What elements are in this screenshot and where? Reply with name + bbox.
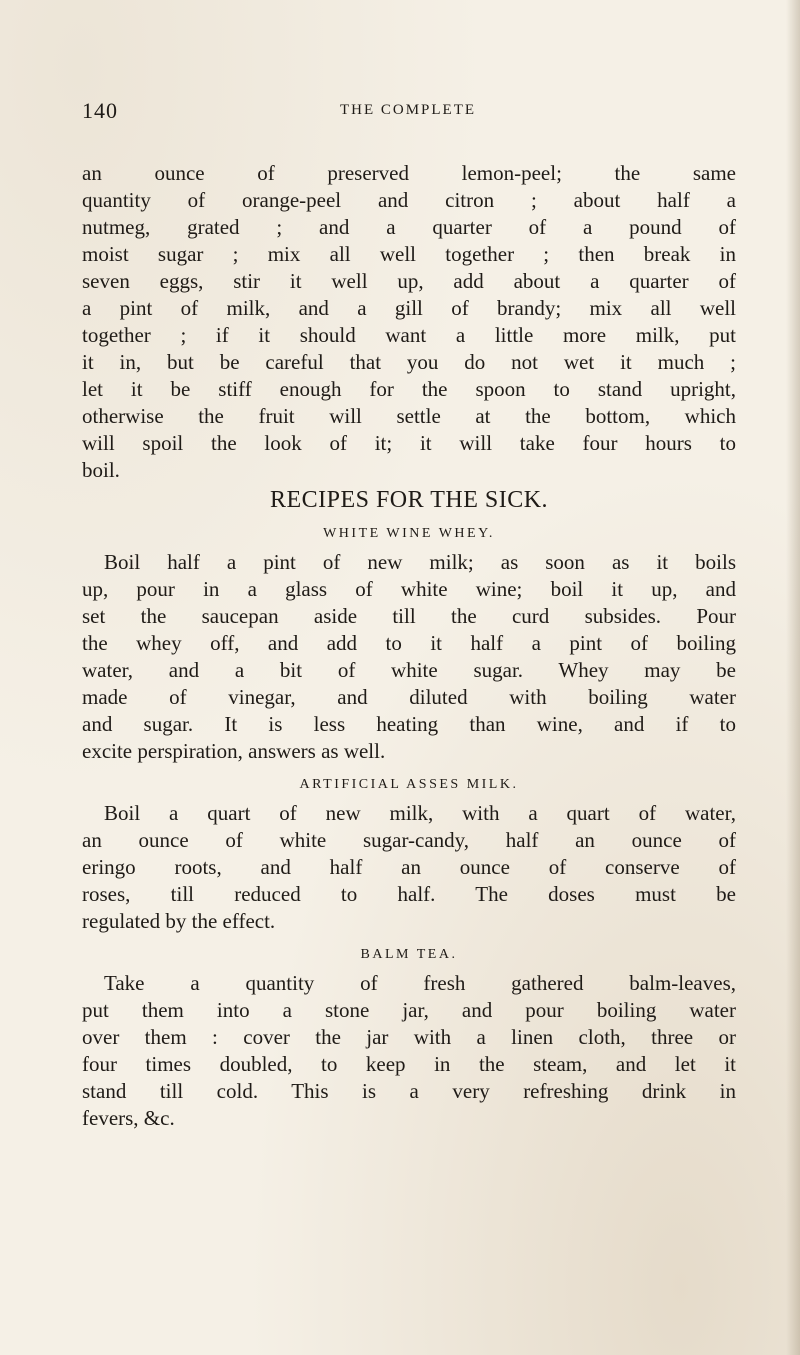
text-line: boil.	[82, 458, 120, 482]
text-line: otherwise the fruit will settle at the bottom, which	[82, 404, 736, 428]
text-line: up, pour in a glass of white wine; boil it up, and	[82, 577, 736, 601]
text-line: fevers, &c.	[82, 1106, 175, 1130]
text-line: will spoil the look of it; it will take four hours to	[82, 431, 736, 455]
section-heading: RECIPES FOR THE SICK.	[269, 487, 549, 513]
text-line: eringo roots, and half an ounce of conserve of	[82, 855, 736, 879]
text-line: Boil half a pint of new milk; as soon as it boils	[104, 550, 736, 574]
page-number: 140	[82, 98, 118, 123]
text-line: set the saucepan aside till the curd subsides. Pour	[82, 604, 736, 628]
text-line: seven eggs, stir it well up, add about a quarter of	[82, 269, 736, 293]
text-line: roses, till reduced to half. The doses must be	[82, 882, 736, 906]
text-line: Boil a quart of new milk, with a quart of water,	[104, 801, 736, 825]
text-line: nutmeg, grated ; and a quarter of a pound of	[82, 215, 736, 239]
text-line: quantity of orange-peel and citron ; about half a	[82, 188, 736, 212]
text-line: let it be stiff enough for the spoon to stand upright,	[82, 377, 736, 401]
text-line: a pint of milk, and a gill of brandy; mix all well	[82, 296, 736, 320]
page-text	[82, 160, 736, 1132]
text-line: together ; if it should want a little more milk, put	[82, 323, 736, 347]
text-line: stand till cold. This is a very refreshing drink in	[82, 1079, 736, 1103]
text-line: Take a quantity of fresh gathered balm-leaves,	[104, 971, 736, 995]
text-line: moist sugar ; mix all well together ; then break in	[82, 242, 736, 266]
page-edge-shadow	[786, 0, 800, 1355]
text-line: an ounce of white sugar-candy, half an ounce of	[82, 828, 736, 852]
running-head	[82, 98, 734, 132]
text-line: made of vinegar, and diluted with boiling water	[82, 685, 736, 709]
text-line: four times doubled, to keep in the steam, and let it	[82, 1052, 736, 1076]
text-line: water, and a bit of white sugar. Whey may be	[82, 658, 736, 682]
text-line: the whey off, and add to it half a pint of boiling	[82, 631, 736, 655]
text-line: put them into a stone jar, and pour boiling water	[82, 998, 736, 1022]
text-line: it in, but be careful that you do not wet it much ;	[82, 350, 736, 374]
text-line: regulated by the effect.	[82, 909, 276, 933]
text-line: excite perspiration, answers as well.	[82, 739, 386, 763]
text-line: and sugar. It is less heating than wine, and if to	[82, 712, 736, 736]
text-line: over them : cover the jar with a linen cloth, three or	[82, 1025, 736, 1049]
recipe-title: ARTIFICIAL ASSES MILK.	[299, 777, 519, 792]
recipe-title: BALM TEA.	[360, 947, 458, 962]
text-line: an ounce of preserved lemon-peel; the same	[82, 161, 736, 185]
recipe-title: WHITE WINE WHEY.	[323, 526, 495, 541]
running-title: THE COMPLETE	[339, 102, 477, 118]
